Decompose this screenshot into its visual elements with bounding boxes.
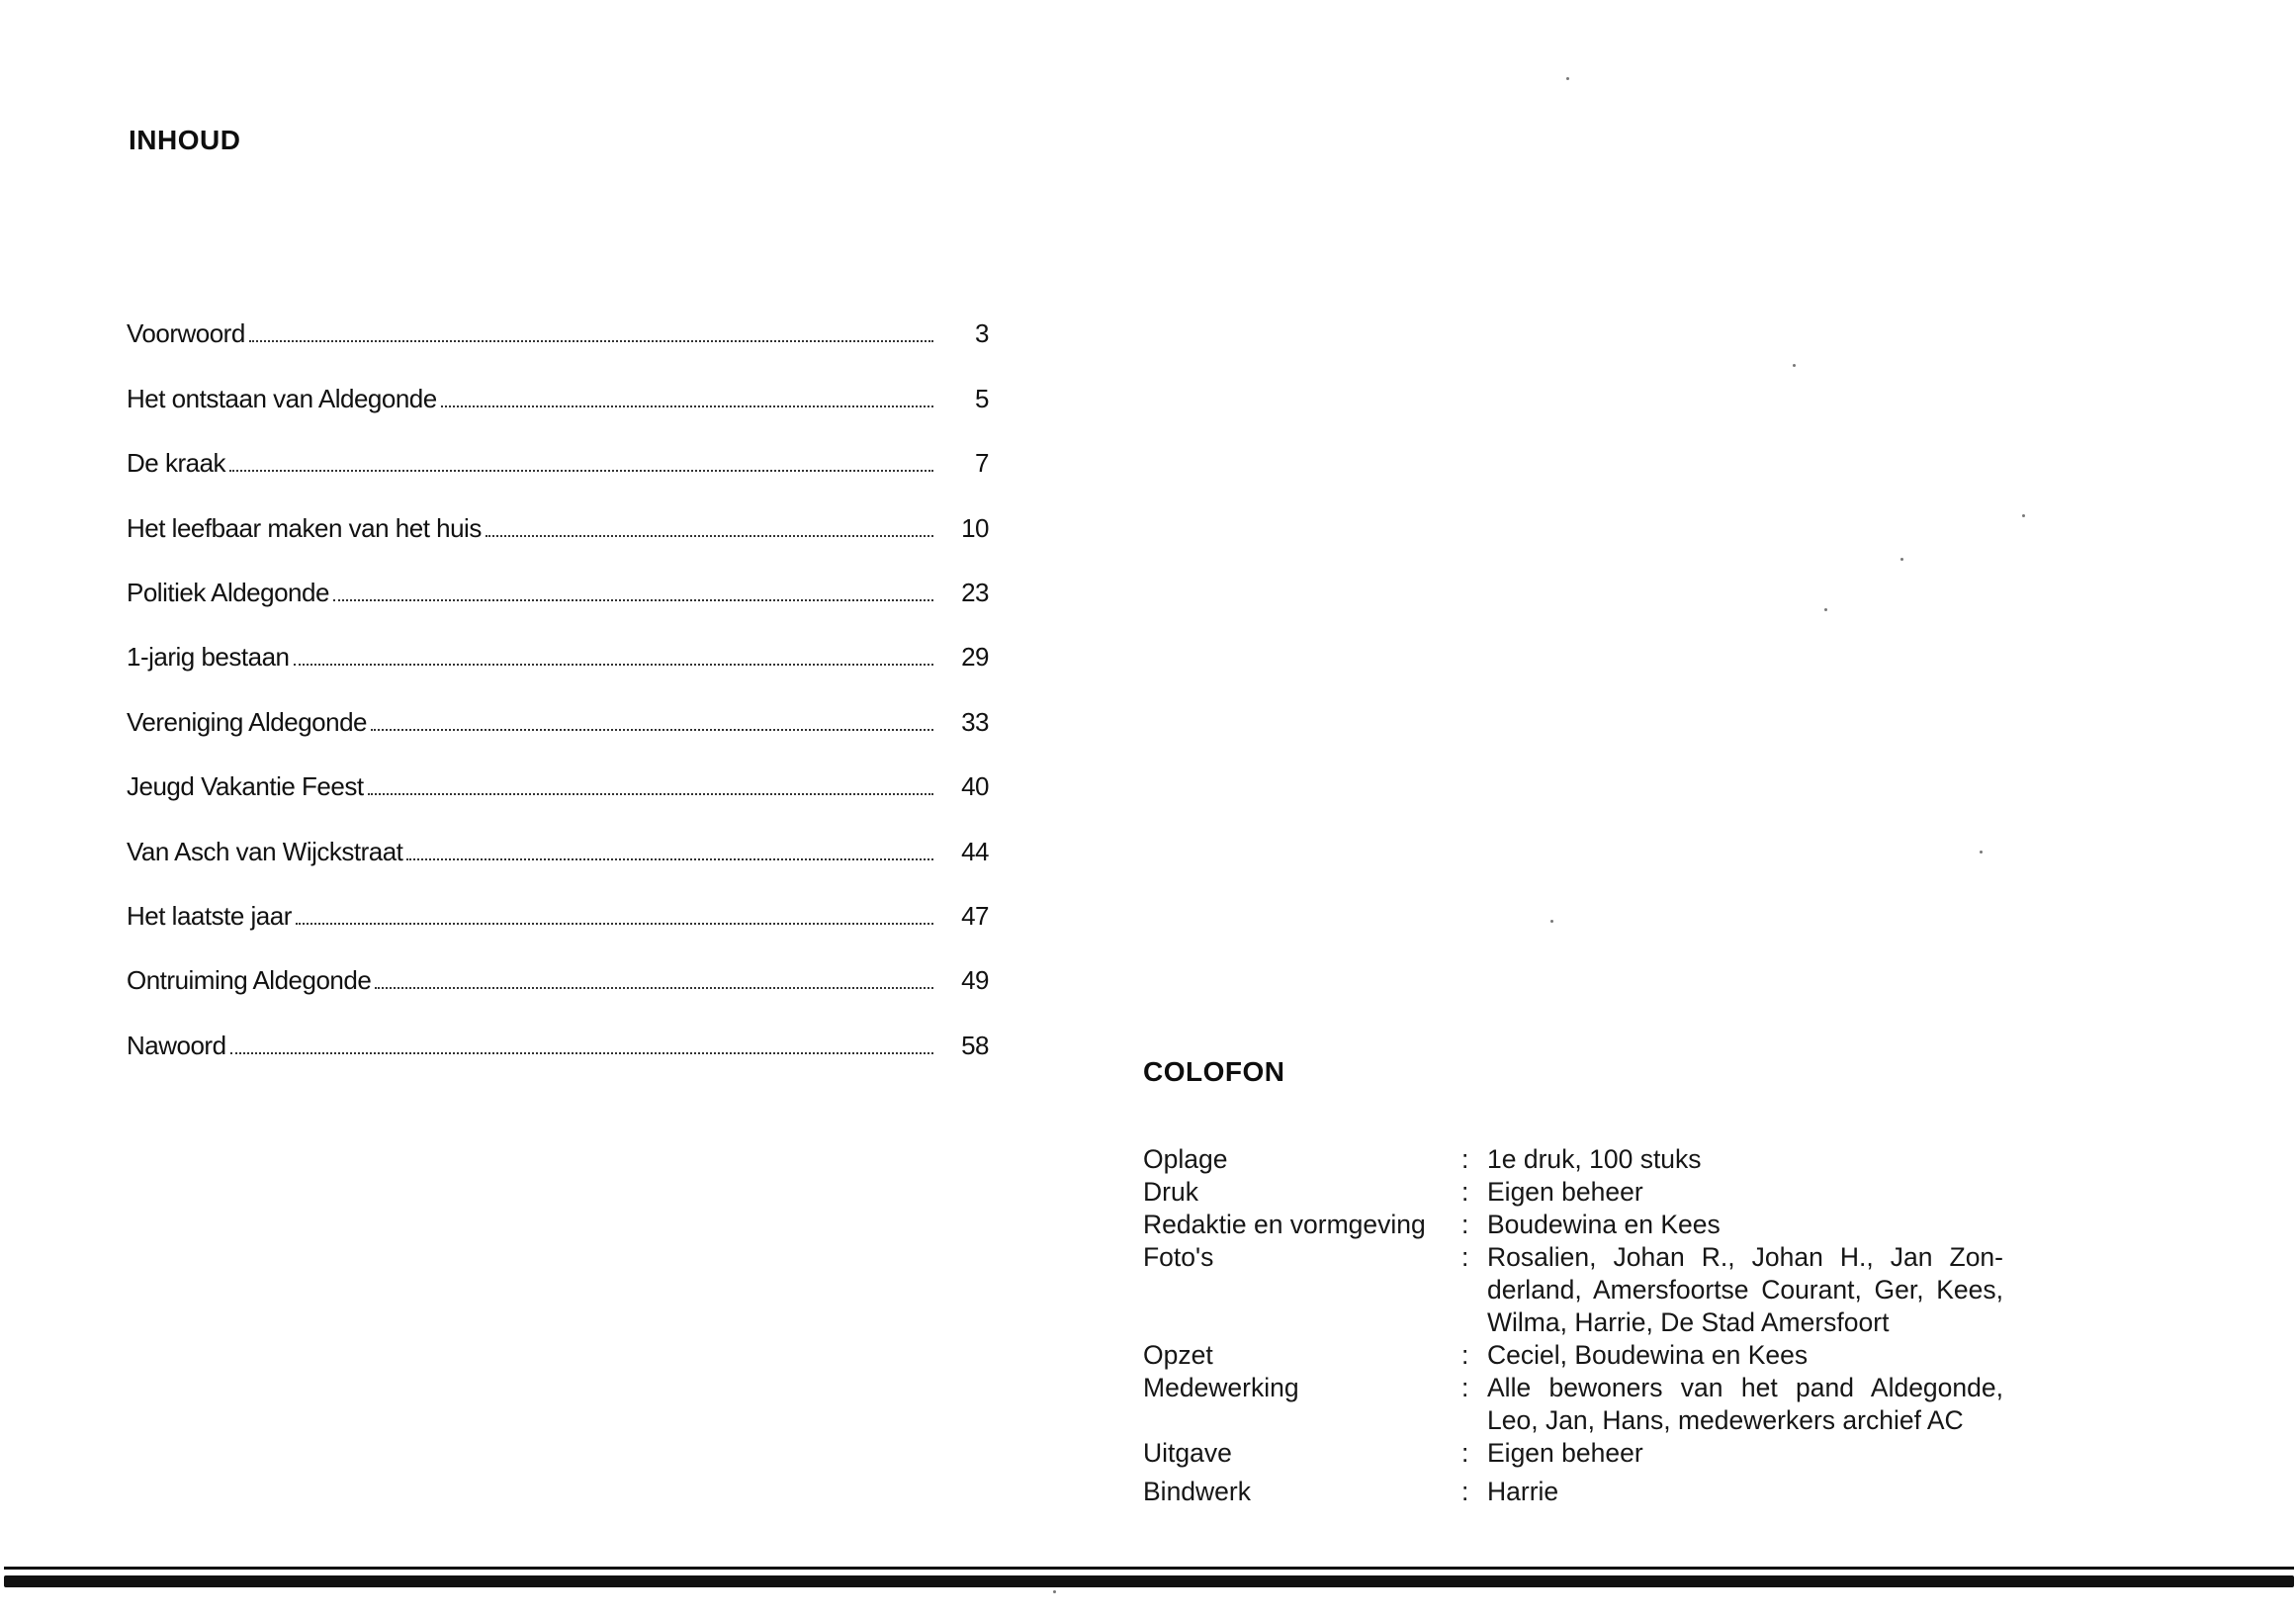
toc-entry — [127, 738, 989, 802]
toc-entry-title: Het leefbaar maken van het huis — [127, 512, 482, 543]
toc-entry — [127, 544, 989, 608]
toc-entry — [127, 608, 989, 673]
toc-entry-page: 49 — [961, 965, 989, 996]
colofon-separator: : — [1461, 1177, 1469, 1207]
scan-speck — [2022, 514, 2025, 517]
dot-leader — [249, 340, 933, 342]
toc-entry-title: De kraak — [127, 448, 226, 479]
toc-entry — [127, 349, 989, 413]
toc-entry-title: Voorwoord — [127, 318, 245, 349]
dot-leader — [230, 1052, 933, 1054]
toc-entry-page: 29 — [961, 642, 989, 673]
colofon-value: Ceciel, Boudewina en Kees — [1487, 1340, 1809, 1370]
dot-leader — [486, 535, 933, 537]
dot-leader — [406, 858, 933, 860]
colofon-row — [1143, 1209, 2003, 1241]
colofon-label: Bindwerk — [1143, 1477, 1251, 1506]
toc-entry-page: 47 — [961, 900, 989, 931]
toc-entry-page: 58 — [961, 1030, 989, 1060]
toc-entry-title: Vereniging Aldegonde — [127, 706, 368, 737]
toc-entry-page: 5 — [975, 383, 989, 413]
colofon-separator: : — [1461, 1340, 1469, 1370]
toc-entry-page: 40 — [961, 771, 989, 802]
contents-heading: INHOUD — [129, 125, 241, 155]
colofon-value: 1e druk, 100 stuks — [1487, 1144, 1702, 1174]
bottom-rule-thin — [4, 1567, 2294, 1570]
colofon-row — [1143, 1176, 2003, 1209]
bottom-rule-thick — [4, 1575, 2294, 1587]
toc-entry — [127, 285, 989, 349]
toc-entry — [127, 932, 989, 996]
colofon-row — [1143, 1339, 2003, 1372]
toc-entry — [127, 867, 989, 932]
colofon-value: Eigen beheer — [1487, 1177, 1643, 1207]
toc-entry-page: 7 — [975, 448, 989, 479]
toc-entry-title: Van Asch van Wijckstraat — [127, 836, 403, 866]
dot-leader — [296, 923, 933, 925]
table-of-contents — [127, 285, 989, 1061]
scan-speck — [1980, 851, 1983, 854]
toc-entry-title: Het laatste jaar — [127, 900, 292, 931]
toc-entry — [127, 802, 989, 866]
dot-leader — [333, 599, 933, 601]
colofon-label: Redaktie en vormgeving — [1143, 1210, 1426, 1239]
scan-speck — [1550, 920, 1553, 923]
colofon-label: Oplage — [1143, 1144, 1228, 1174]
scan-speck — [1566, 77, 1569, 80]
colofon-value: Alle bewoners van het pand Aldegonde, Leo, Jan, Hans, medewerkers archief AC — [1487, 1373, 2003, 1435]
toc-entry-title: Nawoord — [127, 1030, 226, 1060]
dot-leader — [375, 987, 933, 989]
toc-entry-page: 3 — [975, 318, 989, 349]
dot-leader — [441, 405, 933, 407]
colofon-heading: COLOFON — [1143, 1056, 1285, 1087]
colofon-value: Harrie — [1487, 1477, 1559, 1506]
toc-entry-title: Politiek Aldegonde — [127, 577, 329, 607]
toc-entry-page: 33 — [961, 706, 989, 737]
toc-entry-page: 10 — [961, 512, 989, 543]
colofon-row — [1143, 1437, 2003, 1470]
toc-entry — [127, 996, 989, 1060]
colofon-separator: : — [1461, 1438, 1469, 1468]
scan-speck — [1900, 558, 1903, 561]
colofon-label: Medewerking — [1143, 1373, 1299, 1402]
toc-entry-title: Jeugd Vakantie Feest — [127, 771, 364, 802]
colofon-label: Foto's — [1143, 1242, 1214, 1272]
colofon-value: Boudewina en Kees — [1487, 1210, 1721, 1239]
toc-entry-page: 44 — [961, 836, 989, 866]
colofon-label: Druk — [1143, 1177, 1198, 1207]
scan-speck — [1053, 1590, 1056, 1593]
colofon-value: Rosalien, Johan R., Johan H., Jan Zon-derland, Amersfoortse Courant, Ger, Kees, Wilma, Harrie, De Stad Amersfoort — [1487, 1242, 2003, 1337]
toc-entry-title: Ontruiming Aldegonde — [127, 965, 372, 996]
colofon-row — [1143, 1476, 2003, 1508]
dot-leader — [371, 729, 933, 731]
toc-entry — [127, 673, 989, 737]
scan-speck — [1824, 608, 1827, 611]
dot-leader — [294, 664, 934, 666]
colofon-label: Opzet — [1143, 1340, 1213, 1370]
colofon-separator: : — [1461, 1144, 1469, 1174]
toc-entry-page: 23 — [961, 577, 989, 607]
toc-entry-title: Het ontstaan van Aldegonde — [127, 383, 437, 413]
colofon-row — [1143, 1241, 2003, 1339]
colofon-separator: : — [1461, 1210, 1469, 1239]
colofon-label: Uitgave — [1143, 1438, 1232, 1468]
colofon-separator: : — [1461, 1477, 1469, 1506]
dot-leader — [368, 793, 933, 795]
dot-leader — [229, 470, 933, 472]
toc-entry — [127, 414, 989, 479]
colofon-row — [1143, 1143, 2003, 1176]
toc-entry — [127, 479, 989, 543]
colofon-separator: : — [1461, 1373, 1469, 1402]
colofon-separator: : — [1461, 1242, 1469, 1272]
scan-speck — [1793, 364, 1796, 367]
colofon-value: Eigen beheer — [1487, 1438, 1643, 1468]
colofon-list — [1143, 1143, 2003, 1508]
toc-entry-title: 1-jarig bestaan — [127, 642, 290, 673]
colofon-row — [1143, 1372, 2003, 1437]
